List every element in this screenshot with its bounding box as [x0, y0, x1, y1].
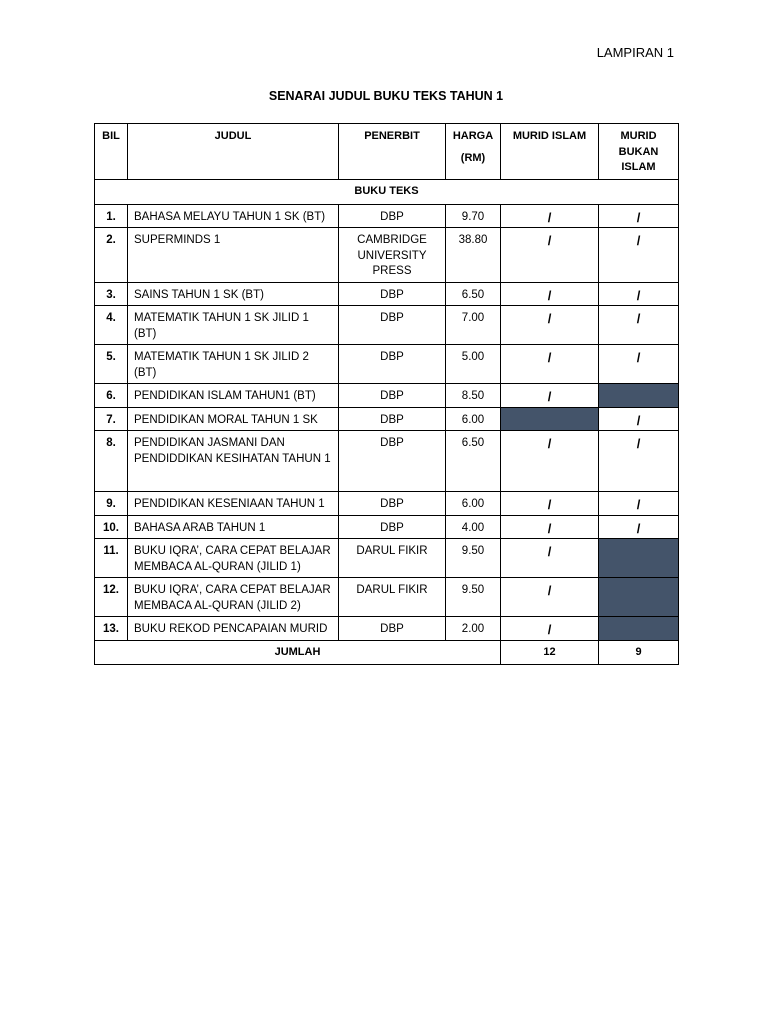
table-row: [95, 282, 679, 306]
col-header-murid-islam: MURID ISLAM: [501, 124, 599, 180]
document-title: SENARAI JUDUL BUKU TEKS TAHUN 1: [268, 89, 504, 103]
murid-islam-cell: /: [501, 204, 599, 228]
section-row: [95, 180, 679, 205]
murid-bukan-islam-cell: /: [599, 345, 679, 384]
total-label: JUMLAH: [95, 640, 501, 665]
murid-bukan-islam-cell: /: [599, 306, 679, 345]
row-number: 5.: [95, 345, 128, 384]
murid-bukan-islam-cell: [599, 578, 679, 617]
table-row: [95, 204, 679, 228]
row-number: 9.: [95, 492, 128, 516]
table-row: [95, 306, 679, 345]
book-title: BAHASA ARAB TAHUN 1: [128, 515, 339, 539]
row-number: 3.: [95, 282, 128, 306]
murid-bukan-islam-cell: /: [599, 282, 679, 306]
murid-bukan-islam-cell: /: [599, 515, 679, 539]
table-row: [95, 345, 679, 384]
murid-bukan-islam-cell: /: [599, 204, 679, 228]
publisher: DBP: [339, 384, 446, 408]
murid-islam-cell: /: [501, 306, 599, 345]
row-number: 1.: [95, 204, 128, 228]
book-title: BUKU REKOD PENCAPAIAN MURID: [128, 617, 339, 641]
murid-islam-cell: /: [501, 617, 599, 641]
price: 9.50: [446, 578, 501, 617]
book-title: BUKU IQRA’, CARA CEPAT BELAJAR MEMBACA AL-QURAN (JILID 2): [128, 578, 339, 617]
bukan-label: BUKAN: [618, 145, 659, 158]
publisher: CAMBRIDGE UNIVERSITY PRESS: [339, 228, 446, 283]
price: 9.70: [446, 204, 501, 228]
publisher: DBP: [339, 617, 446, 641]
harga-unit: (RM): [460, 151, 486, 164]
book-title: BAHASA MELAYU TAHUN 1 SK (BT): [128, 204, 339, 228]
murid-islam-cell: /: [501, 431, 599, 492]
table-row: [95, 617, 679, 641]
col-header-penerbit: PENERBIT: [339, 124, 446, 180]
publisher: DBP: [339, 282, 446, 306]
price: 4.00: [446, 515, 501, 539]
row-number: 10.: [95, 515, 128, 539]
row-number: 4.: [95, 306, 128, 345]
book-title: MATEMATIK TAHUN 1 SK JILID 1 (BT): [128, 306, 339, 345]
col-header-harga: [446, 124, 501, 180]
murid-islam-cell: /: [501, 228, 599, 283]
publisher: DBP: [339, 204, 446, 228]
book-title: BUKU IQRA’, CARA CEPAT BELAJAR MEMBACA AL-QURAN (JILID 1): [128, 539, 339, 578]
price: 9.50: [446, 539, 501, 578]
textbook-table: [94, 123, 679, 665]
book-title: MATEMATIK TAHUN 1 SK JILID 2 (BT): [128, 345, 339, 384]
publisher: DBP: [339, 407, 446, 431]
murid-bukan-islam-cell: /: [599, 431, 679, 492]
murid-bukan-islam-cell: /: [599, 492, 679, 516]
col-header-murid-bukan-islam: [599, 124, 679, 180]
book-title: PENDIDIKAN KESENIAAN TAHUN 1: [128, 492, 339, 516]
table-row: [95, 384, 679, 408]
table-row: [95, 407, 679, 431]
murid-bukan-islam-cell: [599, 617, 679, 641]
publisher: DBP: [339, 306, 446, 345]
price: 6.50: [446, 431, 501, 492]
col-header-judul: JUDUL: [128, 124, 339, 180]
row-number: 6.: [95, 384, 128, 408]
price: 2.00: [446, 617, 501, 641]
price: 6.00: [446, 407, 501, 431]
murid-label: MURID: [620, 130, 657, 142]
murid-islam-cell: /: [501, 578, 599, 617]
publisher: DBP: [339, 345, 446, 384]
price: 5.00: [446, 345, 501, 384]
total-row: [95, 640, 679, 665]
murid-bukan-islam-cell: /: [599, 407, 679, 431]
table-row: [95, 539, 679, 578]
row-number: 11.: [95, 539, 128, 578]
table-row: [95, 515, 679, 539]
row-number: 2.: [95, 228, 128, 283]
islam-label: ISLAM: [621, 161, 656, 173]
murid-islam-cell: [501, 407, 599, 431]
row-number: 7.: [95, 407, 128, 431]
murid-islam-cell: /: [501, 492, 599, 516]
harga-label: HARGA: [452, 130, 494, 142]
murid-bukan-islam-cell: [599, 384, 679, 408]
publisher: DARUL FIKIR: [339, 578, 446, 617]
section-label: BUKU TEKS: [95, 180, 679, 205]
book-title: PENDIDIKAN MORAL TAHUN 1 SK: [128, 407, 339, 431]
row-number: 12.: [95, 578, 128, 617]
book-title: PENDIDIKAN ISLAM TAHUN1 (BT): [128, 384, 339, 408]
price: 38.80: [446, 228, 501, 283]
murid-islam-cell: /: [501, 515, 599, 539]
publisher: DBP: [339, 515, 446, 539]
murid-islam-cell: /: [501, 282, 599, 306]
appendix-label: LAMPIRAN 1: [596, 45, 674, 60]
price: 6.00: [446, 492, 501, 516]
murid-islam-cell: /: [501, 384, 599, 408]
publisher: DBP: [339, 431, 446, 492]
row-number: 8.: [95, 431, 128, 492]
price: 6.50: [446, 282, 501, 306]
col-header-bil: BIL: [95, 124, 128, 180]
header-row: [95, 124, 679, 180]
table-row: [95, 431, 679, 492]
total-murid-bukan-islam: 9: [599, 640, 679, 665]
murid-islam-cell: /: [501, 539, 599, 578]
price: 7.00: [446, 306, 501, 345]
murid-islam-cell: /: [501, 345, 599, 384]
murid-bukan-islam-cell: /: [599, 228, 679, 283]
table-row: [95, 492, 679, 516]
row-number: 13.: [95, 617, 128, 641]
price: 8.50: [446, 384, 501, 408]
total-murid-islam: 12: [501, 640, 599, 665]
table-row: [95, 228, 679, 283]
murid-bukan-islam-cell: [599, 539, 679, 578]
table-row: [95, 578, 679, 617]
publisher: DBP: [339, 492, 446, 516]
book-title: SUPERMINDS 1: [128, 228, 339, 283]
book-title: SAINS TAHUN 1 SK (BT): [128, 282, 339, 306]
book-title: PENDIDIKAN JASMANI DAN PENDIDDIKAN KESIHATAN TAHUN 1: [128, 431, 339, 492]
publisher: DARUL FIKIR: [339, 539, 446, 578]
